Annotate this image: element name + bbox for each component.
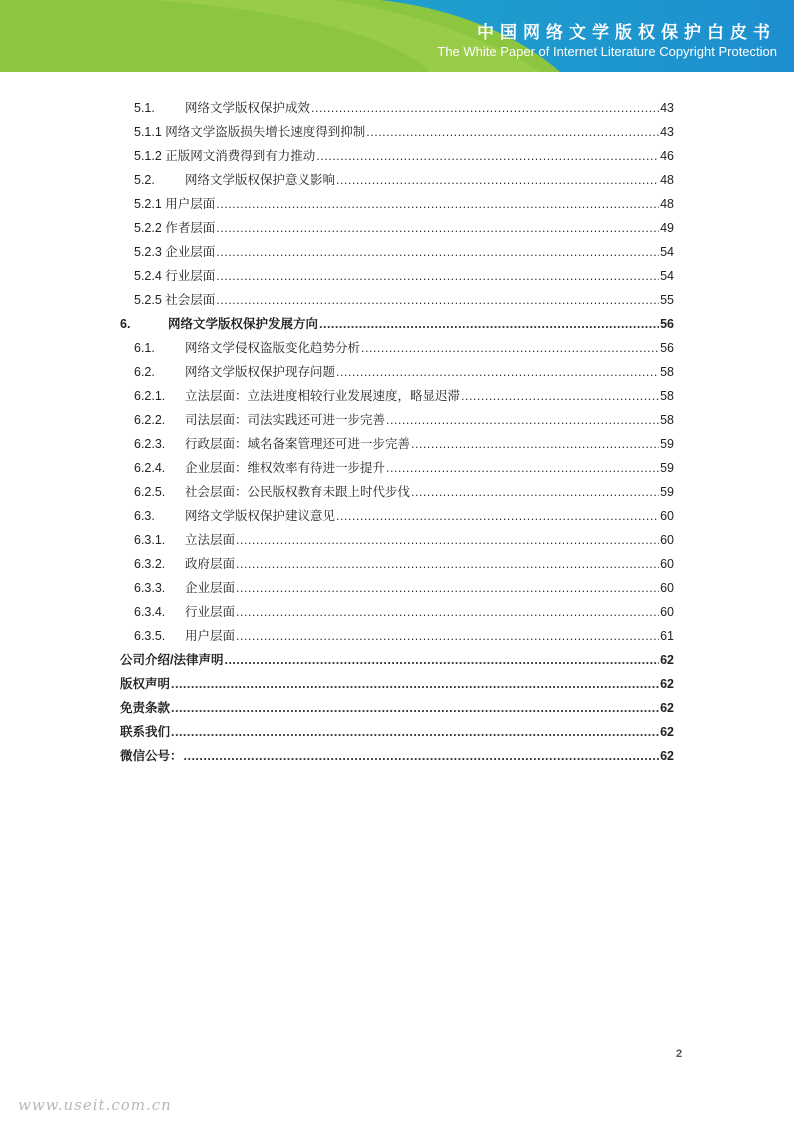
- toc-entry[interactable]: [120, 240, 674, 264]
- toc-leader-dots: [216, 192, 659, 216]
- toc-entry[interactable]: [120, 456, 674, 480]
- toc-entry-page: 59: [660, 461, 674, 475]
- toc-entry-title: 5.2.5 社会层面: [134, 293, 216, 307]
- toc-entry[interactable]: [120, 408, 674, 432]
- toc-entry[interactable]: [120, 600, 674, 624]
- toc-entry[interactable]: [120, 744, 674, 768]
- toc-entry[interactable]: [120, 504, 674, 528]
- toc-entry-number: 5.2.: [134, 173, 155, 187]
- toc-leader-dots: [236, 528, 659, 552]
- toc-leader-dots: [319, 312, 659, 336]
- toc-entry[interactable]: [120, 264, 674, 288]
- toc-entry-title: 5.2.4 行业层面: [134, 269, 216, 283]
- toc-leader-dots: [224, 648, 659, 672]
- toc-entry-title: 公司介绍/法律声明: [120, 653, 224, 667]
- toc-entry-title: 企业层面: [185, 581, 236, 595]
- toc-entry-page: 48: [660, 197, 674, 211]
- toc-leader-dots: [336, 504, 659, 528]
- toc-entry-title: 网络文学侵权盗版变化趋势分析: [185, 341, 361, 355]
- toc-entry-title: 网络文学版权保护建议意见: [185, 509, 336, 523]
- toc-entry-page: 62: [660, 725, 674, 739]
- toc-entry-title: 社会层面：公民版权教育未跟上时代步伐: [185, 485, 411, 499]
- page-number: 2: [676, 1048, 683, 1060]
- toc-entry-title: 行政层面：域名备案管理还可进一步完善: [185, 437, 411, 451]
- toc-entry-title: 企业层面：维权效率有待进一步提升: [185, 461, 386, 475]
- toc-entry-page: 43: [660, 101, 674, 115]
- toc-entry-number: 6.1.: [134, 341, 155, 355]
- header-title-en: The White Paper of Internet Literature Copyright Protection: [437, 44, 777, 59]
- toc-leader-dots: [216, 288, 659, 312]
- toc-entry-number: 6.3.4.: [134, 605, 166, 619]
- toc-entry[interactable]: [120, 312, 674, 336]
- toc-entry-title: 行业层面: [185, 605, 236, 619]
- toc-entry-page: 54: [660, 245, 674, 259]
- header-banner: [0, 0, 794, 72]
- toc-entry-title: 版权声明: [120, 677, 171, 691]
- toc-entry-page: 58: [660, 413, 674, 427]
- toc-leader-dots: [171, 696, 659, 720]
- toc-leader-dots: [236, 552, 659, 576]
- toc-entry-page: 61: [660, 629, 674, 643]
- toc-leader-dots: [311, 96, 659, 120]
- toc-entry-page: 59: [660, 485, 674, 499]
- toc-entry-page: 46: [660, 149, 674, 163]
- toc-entry-page: 56: [660, 341, 674, 355]
- toc-entry-page: 54: [660, 269, 674, 283]
- toc-leader-dots: [236, 624, 659, 648]
- toc-leader-dots: [171, 672, 659, 696]
- toc-entry-number: 6.2.4.: [134, 461, 166, 475]
- toc-entry[interactable]: [120, 696, 674, 720]
- toc-entry[interactable]: [120, 120, 674, 144]
- toc-entry[interactable]: [120, 288, 674, 312]
- toc-entry-title: 网络文学版权保护成效: [185, 101, 311, 115]
- toc-entry-title: 5.2.3 企业层面: [134, 245, 216, 259]
- toc-entry-title: 免责条款: [120, 701, 171, 715]
- toc-entry[interactable]: [120, 360, 674, 384]
- toc-entry[interactable]: [120, 648, 674, 672]
- toc-entry-page: 60: [660, 557, 674, 571]
- toc-entry[interactable]: [120, 432, 674, 456]
- toc-leader-dots: [184, 744, 660, 768]
- toc-leader-dots: [411, 432, 659, 456]
- toc-entry-title: 微信公号：: [120, 749, 183, 763]
- toc-entry-page: 55: [660, 293, 674, 307]
- toc-entry-title: 立法层面: [185, 533, 236, 547]
- toc-leader-dots: [236, 600, 659, 624]
- toc-entry-page: 62: [660, 653, 674, 667]
- toc-entry-page: 62: [660, 749, 674, 763]
- toc-leader-dots: [386, 456, 659, 480]
- toc-entry-number: 6.2.: [134, 365, 155, 379]
- toc-entry-number: 6.3.2.: [134, 557, 166, 571]
- toc-entry[interactable]: [120, 168, 674, 192]
- toc-entry-page: 43: [660, 125, 674, 139]
- toc-entry-title: 网络文学版权保护意义影响: [185, 173, 336, 187]
- toc-entry-title: 5.2.2 作者层面: [134, 221, 216, 235]
- toc-entry-title: 5.1.1 网络文学盗版损失增长速度得到抑制: [134, 125, 366, 139]
- toc-leader-dots: [366, 120, 659, 144]
- toc-entry-number: 6.2.5.: [134, 485, 166, 499]
- toc-entry-page: 49: [660, 221, 674, 235]
- watermark: www.useit.com.cn: [18, 1096, 172, 1114]
- toc-leader-dots: [461, 384, 659, 408]
- toc-leader-dots: [216, 264, 659, 288]
- toc-entry-page: 48: [660, 173, 674, 187]
- toc-entry-title: 网络文学版权保护现存问题: [185, 365, 336, 379]
- toc-entry[interactable]: [120, 720, 674, 744]
- toc-entry[interactable]: [120, 624, 674, 648]
- toc-entry[interactable]: [120, 144, 674, 168]
- toc-entry-page: 60: [660, 509, 674, 523]
- toc-entry[interactable]: [120, 576, 674, 600]
- toc-entry-title: 司法层面：司法实践还可进一步完善: [185, 413, 386, 427]
- toc-entry-title: 政府层面: [185, 557, 236, 571]
- toc-leader-dots: [386, 408, 659, 432]
- toc-entry-page: 60: [660, 581, 674, 595]
- toc-entry-page: 62: [660, 701, 674, 715]
- toc-entry-number: 6.2.1.: [134, 389, 166, 403]
- table-of-contents: [120, 96, 674, 768]
- toc-entry[interactable]: [120, 384, 674, 408]
- toc-entry-title: 联系我们: [120, 725, 171, 739]
- toc-entry-page: 56: [660, 317, 674, 331]
- toc-entry-page: 58: [660, 389, 674, 403]
- toc-entry[interactable]: [120, 96, 674, 120]
- toc-entry-number: 6.2.3.: [134, 437, 166, 451]
- toc-entry[interactable]: [120, 480, 674, 504]
- toc-entry-page: 58: [660, 365, 674, 379]
- toc-entry[interactable]: [120, 192, 674, 216]
- toc-leader-dots: [361, 336, 659, 360]
- toc-entry-number: 6.3.3.: [134, 581, 166, 595]
- toc-entry-title: 用户层面: [185, 629, 236, 643]
- toc-entry-page: 60: [660, 605, 674, 619]
- toc-leader-dots: [216, 240, 659, 264]
- toc-entry-page: 59: [660, 437, 674, 451]
- toc-leader-dots: [171, 720, 659, 744]
- toc-entry[interactable]: [120, 336, 674, 360]
- toc-leader-dots: [336, 360, 659, 384]
- toc-entry[interactable]: [120, 552, 674, 576]
- toc-entry[interactable]: [120, 528, 674, 552]
- toc-entry-number: 6.3.1.: [134, 533, 166, 547]
- toc-entry-number: 6.2.2.: [134, 413, 166, 427]
- toc-leader-dots: [316, 144, 659, 168]
- toc-entry-title: 网络文学版权保护发展方向: [168, 317, 319, 331]
- toc-leader-dots: [236, 576, 659, 600]
- toc-leader-dots: [216, 216, 659, 240]
- header-title-cn: 中国网络文学版权保护白皮书: [477, 23, 776, 43]
- toc-entry[interactable]: [120, 216, 674, 240]
- toc-entry-page: 60: [660, 533, 674, 547]
- toc-entry-number: 6.3.: [134, 509, 155, 523]
- toc-entry[interactable]: [120, 672, 674, 696]
- toc-entry-title: 立法层面：立法进度相较行业发展速度，略显迟滞: [185, 389, 461, 403]
- toc-entry-title: 5.1.2 正版网文消费得到有力推动: [134, 149, 316, 163]
- toc-entry-number: 6.3.5.: [134, 629, 166, 643]
- toc-leader-dots: [411, 480, 659, 504]
- toc-entry-number: 5.1.: [134, 101, 155, 115]
- toc-entry-title: 5.2.1 用户层面: [134, 197, 216, 211]
- toc-entry-number: 6.: [120, 317, 131, 331]
- toc-leader-dots: [336, 168, 659, 192]
- toc-entry-page: 62: [660, 677, 674, 691]
